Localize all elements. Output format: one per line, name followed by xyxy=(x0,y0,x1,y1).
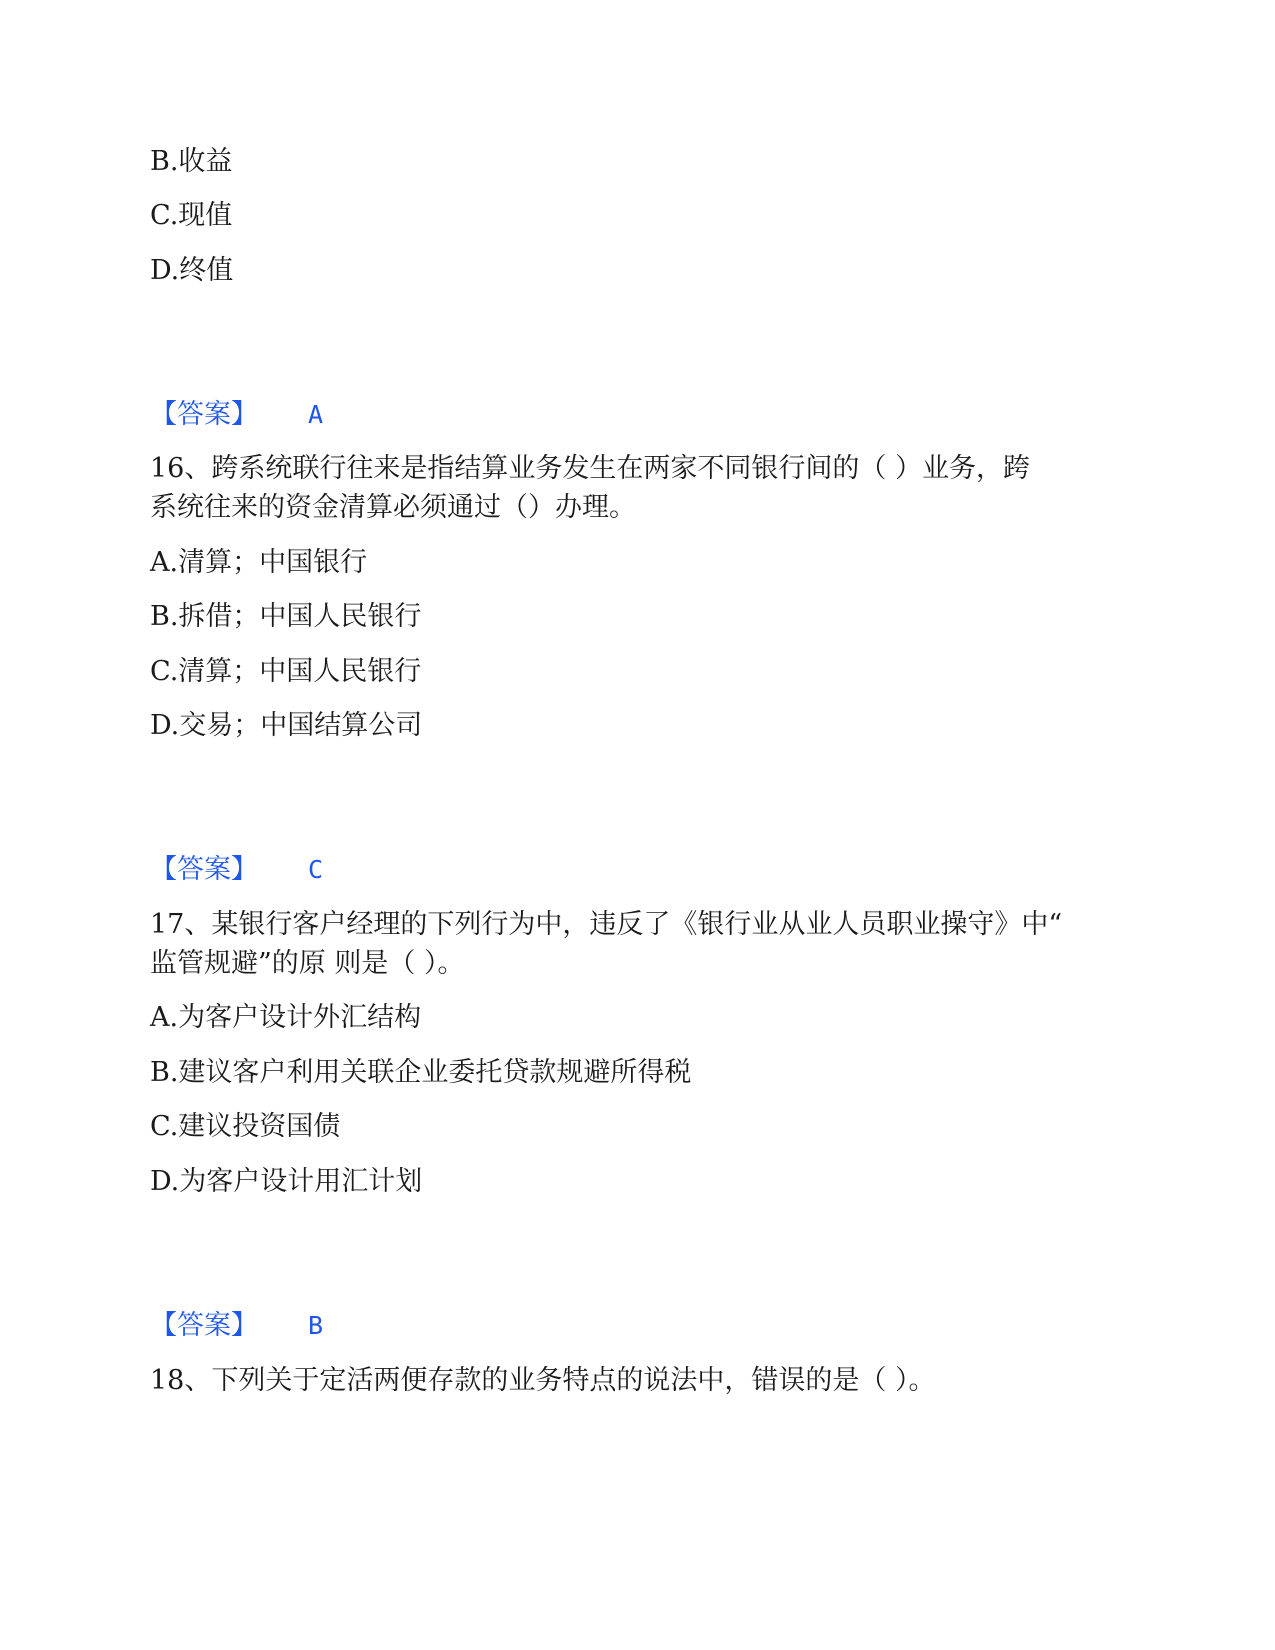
q16-option-d: D.交易；中国结算公司 xyxy=(150,710,423,741)
answer-label: 【答案】 xyxy=(150,399,258,430)
q15-option-b: B.收益 xyxy=(150,146,233,177)
q17-option-d: D.为客户设计用汇计划 xyxy=(150,1166,423,1197)
q15-option-c: C.现值 xyxy=(150,200,233,231)
q17-option-a: A.为客户设计外汇结构 xyxy=(150,1002,422,1033)
answer-16 xyxy=(150,850,324,890)
answer-value: A xyxy=(308,400,324,429)
answer-value: B xyxy=(308,1311,324,1340)
answer-value: C xyxy=(308,855,324,884)
q16-option-b: B.拆借；中国人民银行 xyxy=(150,601,422,632)
q16-stem-line-1: 16、跨系统联行往来是指结算业务发生在两家不同银行间的（ ）业务，跨 xyxy=(150,453,1030,484)
q17-stem-line-1: 17、某银行客户经理的下列行为中，违反了《银行业从业人员职业操守》中“ xyxy=(150,909,1063,940)
answer-label: 【答案】 xyxy=(150,854,258,885)
q16-stem-line-2: 系统往来的资金清算必须通过（）办理。 xyxy=(150,492,636,523)
answer-label: 【答案】 xyxy=(150,1310,258,1341)
q16-option-a: A.清算；中国银行 xyxy=(150,547,368,578)
q17-option-b: B.建议客户利用关联企业委托贷款规避所得税 xyxy=(150,1057,692,1088)
q15-option-d: D.终值 xyxy=(150,255,234,286)
answer-17 xyxy=(150,1306,324,1346)
answer-15 xyxy=(150,395,324,435)
q16-option-c: C.清算；中国人民银行 xyxy=(150,656,422,687)
q17-option-c: C.建议投资国债 xyxy=(150,1111,341,1142)
q18-stem-line-1: 18、下列关于定活两便存款的业务特点的说法中，错误的是（ ）。 xyxy=(150,1365,936,1396)
q17-stem-line-2: 监管规避”的原 则是（ ）。 xyxy=(150,948,465,979)
